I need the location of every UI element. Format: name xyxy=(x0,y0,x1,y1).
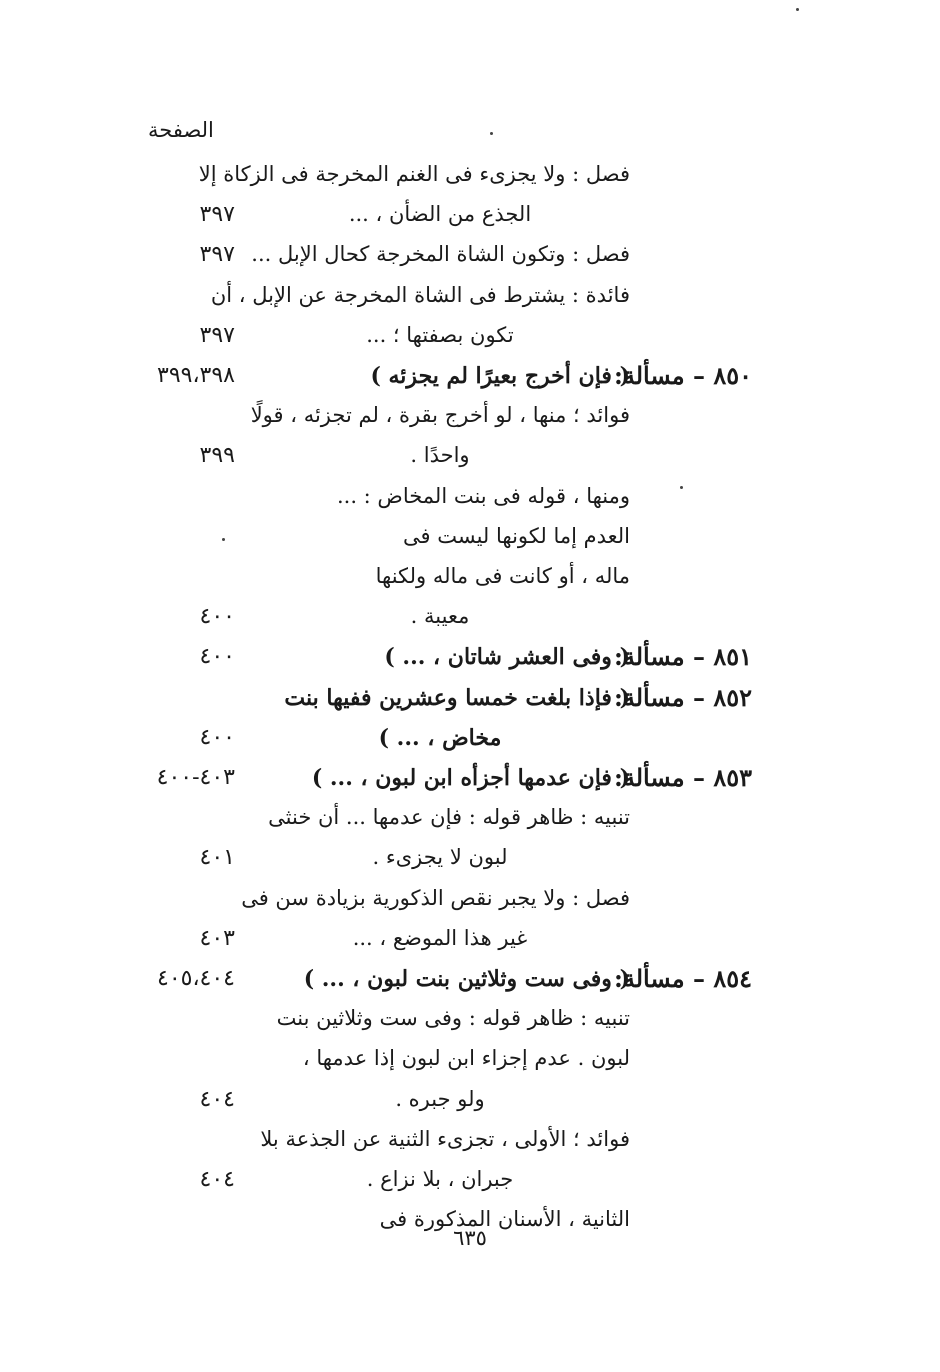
entry-text: ( فإن عدمها أجزأه ابن لبون ، ... ) xyxy=(311,765,630,791)
index-line xyxy=(0,924,940,964)
page-column-header: الصفحة xyxy=(148,118,214,142)
entry-text: فصل : ولا يجزىء فى الغنم المخرجة فى الزكاة إلا xyxy=(198,162,630,186)
page-number: ٦٣٥ xyxy=(453,1226,487,1250)
issue-number-label: ٨٥٢ – مسألة: xyxy=(614,683,752,712)
entry-text: ( فإذا بلغت خمسا وعشرين ففيها بنت xyxy=(284,685,630,711)
page-reference: ٤٠١ xyxy=(199,845,235,870)
page-reference: ٣٩٧ xyxy=(199,242,235,267)
issue-number-label: ٨٥٤ – مسألة: xyxy=(614,964,752,993)
index-line xyxy=(0,240,940,280)
page-reference: ٤٠٤ xyxy=(199,1087,235,1112)
index-line xyxy=(0,482,940,522)
page-reference: ٣٩٩ xyxy=(199,443,235,468)
entry-text: فصل : وتكون الشاة المخرجة كحال الإبل ... xyxy=(251,242,630,266)
entry-text: العدم إما لكونها ليست فى xyxy=(403,524,630,548)
index-line xyxy=(0,602,940,642)
index-line xyxy=(0,281,940,321)
speck-mark xyxy=(222,538,225,541)
entry-text: جبران ، بلا نزاع . xyxy=(366,1167,514,1191)
index-line xyxy=(0,200,940,240)
index-line xyxy=(0,522,940,562)
page-reference: ٤٠٣ xyxy=(199,926,235,951)
index-line xyxy=(0,723,940,763)
issue-entry-line xyxy=(0,763,940,803)
index-line xyxy=(0,321,940,361)
entry-text: معيبة . xyxy=(410,604,470,628)
page-reference: ٤٠٠ xyxy=(199,725,235,750)
entry-text: ( فإن أخرج بعيرًا لم يجزئه ) xyxy=(370,363,630,389)
index-line xyxy=(0,441,940,481)
page-reference: ٤٠٣-٤٠٠ xyxy=(156,765,235,790)
entry-text: الثانية ، الأسنان المذكورة فى xyxy=(379,1207,630,1231)
speck-mark xyxy=(796,8,799,11)
entry-text: فائدة : يشترط فى الشاة المخرجة عن الإبل ، أن xyxy=(210,283,630,307)
entry-text: ولو جبره . xyxy=(395,1087,485,1111)
entry-text: لبون لا يجزىء . xyxy=(372,845,508,869)
issue-entry-line xyxy=(0,361,940,401)
issue-number-label: ٨٥٣ – مسألة: xyxy=(614,763,752,792)
page-reference: ٣٩٩،٣٩٨ xyxy=(157,363,235,388)
speck-mark xyxy=(490,132,493,135)
entry-text: فوائد ؛ منها ، لو أخرج بقرة ، لم تجزئه ، قولًا xyxy=(250,403,630,427)
index-line xyxy=(0,562,940,602)
index-line xyxy=(0,843,940,883)
entry-text: لبون . عدم إجزاء ابن لبون إذا عدمها ، xyxy=(302,1046,630,1070)
issue-number-label: ٨٥٠ – مسألة: xyxy=(614,361,752,390)
entry-text: غير هذا الموضع ، ... xyxy=(352,926,528,950)
entry-text: الجذع من الضأن ، ... xyxy=(348,202,532,226)
page-reference: ٤٠٥،٤٠٤ xyxy=(157,966,235,991)
index-line xyxy=(0,803,940,843)
page-reference: ٤٠٠ xyxy=(199,604,235,629)
entry-text: تنبيه : ظاهر قوله : وفى ست وثلاثين بنت xyxy=(276,1006,630,1030)
index-line xyxy=(0,1004,940,1044)
entry-text: واحدًا . xyxy=(410,443,470,467)
issue-entry-line xyxy=(0,964,940,1004)
index-line xyxy=(0,160,940,200)
entry-text: تكون بصفتها ؛ ... xyxy=(366,323,514,347)
index-line xyxy=(0,884,940,924)
issue-entry-line xyxy=(0,683,940,723)
index-line xyxy=(0,401,940,441)
issue-number-label: ٨٥١ – مسألة: xyxy=(614,642,752,671)
entry-text: مخاض ، ... ) xyxy=(378,725,502,751)
index-line xyxy=(0,1165,940,1205)
speck-mark xyxy=(680,486,683,489)
entry-text: فصل : ولا يجبر نقص الذكورية بزيادة سن فى xyxy=(241,886,630,910)
page-reference: ٤٠٤ xyxy=(199,1167,235,1192)
index-line xyxy=(0,1085,940,1125)
page-reference: ٤٠٠ xyxy=(199,644,235,669)
entry-text: فوائد ؛ الأولى ، تجزىء الثنية عن الجذعة بلا xyxy=(260,1127,630,1151)
index-line xyxy=(0,1125,940,1165)
entry-text: ماله ، أو كانت فى ماله ولكنها xyxy=(375,564,630,588)
index-line xyxy=(0,1044,940,1084)
page-reference: ٣٩٧ xyxy=(199,323,235,348)
entry-text: ومنها ، قوله فى بنت المخاض : ... xyxy=(336,484,630,508)
issue-entry-line xyxy=(0,642,940,682)
entry-text: تنبيه : ظاهر قوله : فإن عدمها ... أن خنثى xyxy=(268,805,630,829)
page-reference: ٣٩٧ xyxy=(199,202,235,227)
entry-text: ( وفى العشر شاتان ، ... ) xyxy=(384,644,630,670)
entry-text: ( وفى ست وثلاثين بنت لبون ، ... ) xyxy=(303,966,630,992)
